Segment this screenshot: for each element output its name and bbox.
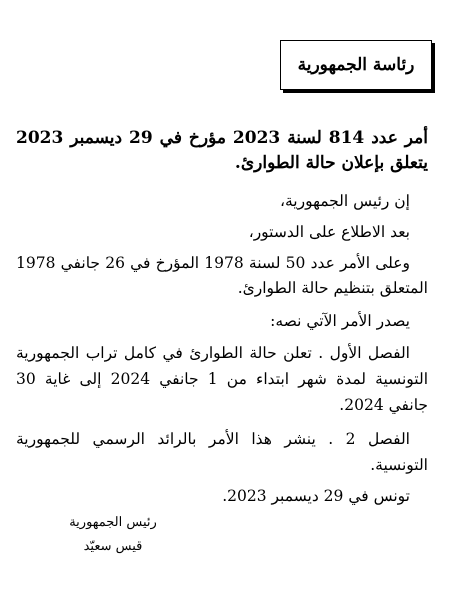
decree-title: أمر عدد 814 لسنة 2023 مؤرخ في 29 ديسمبر 2023 يتعلق بإعلان حالة الطوارئ.	[16, 128, 428, 173]
institution-header-box	[280, 40, 432, 90]
article-2: الفصل 2 . ينشر هذا الأمر بالرائد الرسمي للجمهورية التونسية.	[16, 430, 428, 474]
signature-name: قيس سعيّد	[83, 539, 143, 554]
issue-line: يصدر الأمر الآتي نصه:	[270, 312, 410, 330]
place-date: تونس في 29 ديسمبر 2023.	[222, 487, 410, 505]
institution-name: رئاسة الجمهورية	[297, 55, 415, 75]
signature-title: رئيس الجمهورية	[69, 515, 157, 530]
preamble-president: إن رئيس الجمهورية،	[279, 192, 410, 210]
preamble-law-reference: وعلى الأمر عدد 50 لسنة 1978 المؤرخ في 26 جانفي 1978 المتعلق بتنظيم حالة الطوارئ.	[16, 254, 428, 297]
article-1: الفصل الأول . تعلن حالة الطوارئ في كامل تراب الجمهورية التونسية لمدة شهر ابتداء من 1 جانفي 2024 إلى غاية 30 جانفي 2024.	[16, 344, 429, 414]
preamble-constitution: بعد الاطلاع على الدستور،	[248, 223, 410, 241]
